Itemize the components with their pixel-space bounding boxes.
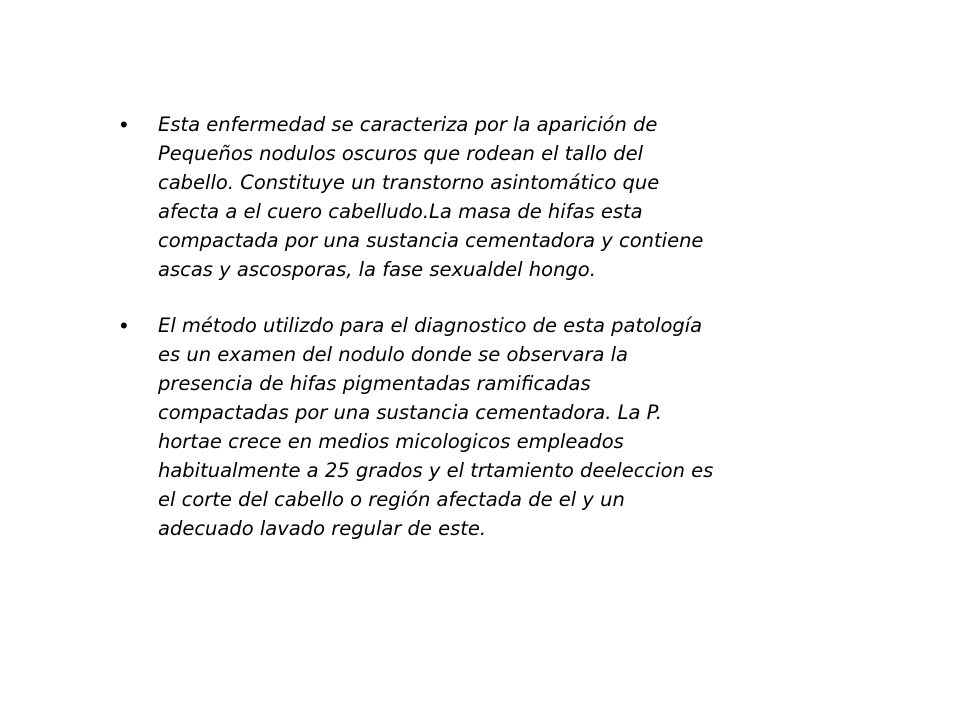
bullet-text-disease-description: Esta enfermedad se caracteriza por la aparición de Pequeños nodulos oscuros que rodean el tallo del cabello. Constituye un transtorno asintomático que afecta a el cuero cabelludo.La masa de hifas esta compactada por una sustancia cementadora y contiene ascas y ascosporas, la fase sexualdel hongo. <box>158 113 704 281</box>
bullet-item-2 <box>120 311 840 543</box>
bullet-item-1 <box>120 110 840 284</box>
bullet-list <box>120 110 840 570</box>
bullet-marker: • <box>120 313 128 338</box>
bullet-marker: • <box>120 112 128 137</box>
bullet-text-diagnosis-method: El método utilizdo para el diagnostico de esta patología es un examen del nodulo donde se observara la presencia de hifas pigmentadas ramificadas compactadas por una sustancia cementadora. La P. hortae crece en medios micologicos empleados habitualmente a 25 grados y el trtamiento deeleccion es el corte del cabello o región afectada de el y un adecuado lavado regular de este. <box>158 314 714 540</box>
